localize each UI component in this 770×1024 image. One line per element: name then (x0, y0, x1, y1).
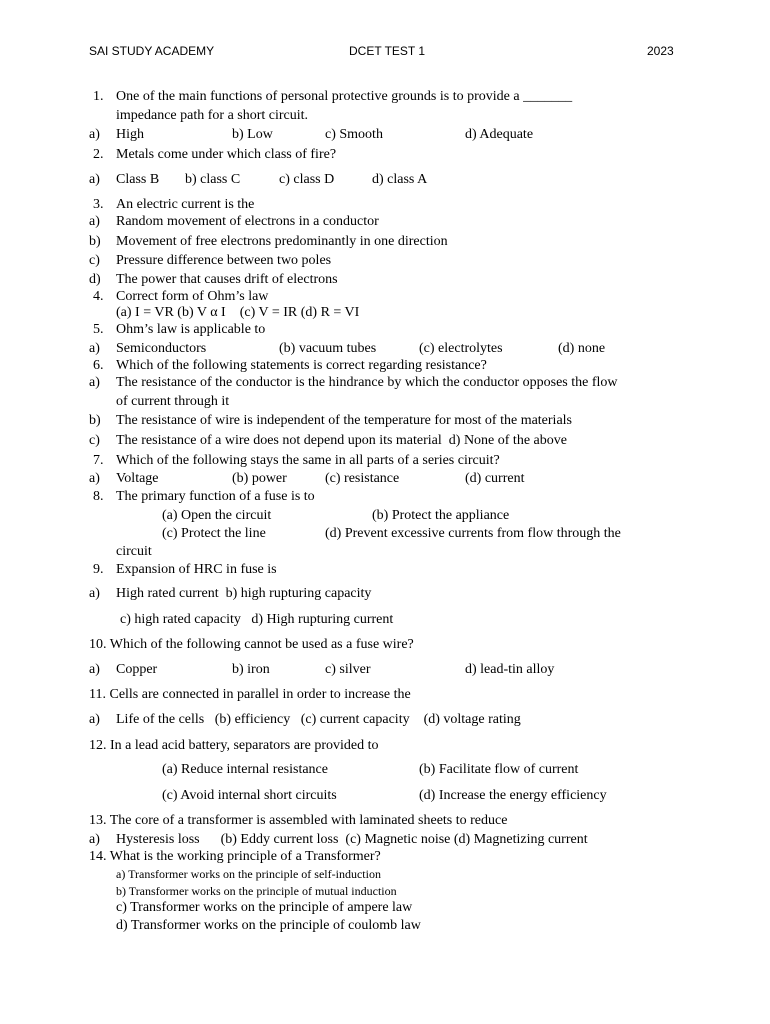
q9-options-cd: c) high rated capacity d) High rupturing current (120, 612, 394, 627)
q6-marker-b: b) (89, 413, 101, 428)
q3-marker-d: d) (89, 272, 101, 287)
q4-number: 4. (93, 289, 104, 304)
q10-option-a: Copper (116, 662, 158, 677)
q3-option-c: Pressure difference between two poles (116, 253, 332, 268)
q5-option-d: (d) none (558, 341, 606, 356)
q13-options: Hysteresis loss (b) Eddy current loss (c) Magnetic noise (d) Magnetizing current (116, 832, 588, 847)
q1-option-marker: a) (89, 127, 100, 142)
q1-option-a: High (116, 127, 144, 142)
q2-number: 2. (93, 147, 104, 162)
q4-text: Correct form of Ohm’s law (116, 289, 269, 304)
q12-text: 12. In a lead acid battery, separators are provided to (89, 738, 379, 753)
q14-option-a: a) Transformer works on the principle of self-induction (116, 867, 381, 881)
q6-option-c-d: The resistance of a wire does not depend upon its material d) None of the above (116, 433, 567, 448)
q3-marker-c: c) (89, 253, 100, 268)
q7-number: 7. (93, 453, 104, 468)
q1-text: One of the main functions of personal protective grounds is to provide a _______ (116, 89, 573, 104)
q9-options-ab: High rated current b) high rupturing capacity (116, 586, 372, 601)
q5-option-marker: a) (89, 341, 100, 356)
q2-text: Metals come under which class of fire? (116, 147, 337, 162)
q1-option-d: d) Adequate (465, 127, 534, 142)
q4-options: (a) I = VR (b) V α I (c) V = IR (d) R = VI (116, 305, 360, 320)
q6-text: Which of the following statements is correct regarding resistance? (116, 358, 487, 373)
q7-text: Which of the following stays the same in all parts of a series circuit? (116, 453, 500, 468)
q12-option-c: (c) Avoid internal short circuits (162, 788, 337, 803)
header-right: 2023 (647, 44, 674, 58)
q2-option-b: b) class C (185, 172, 241, 187)
q13-text: 13. The core of a transformer is assembled with laminated sheets to reduce (89, 813, 508, 828)
q8-option-b: (b) Protect the appliance (372, 508, 510, 523)
q11-text: 11. Cells are connected in parallel in order to increase the (89, 687, 411, 702)
q12-option-a: (a) Reduce internal resistance (162, 762, 328, 777)
q5-option-c: (c) electrolytes (419, 341, 503, 356)
q10-option-b: b) iron (232, 662, 270, 677)
q11-option-marker: a) (89, 712, 100, 727)
q14-option-b: b) Transformer works on the principle of mutual induction (116, 884, 397, 898)
q5-text: Ohm’s law is applicable to (116, 322, 266, 337)
header-left: SAI STUDY ACADEMY (89, 44, 215, 58)
q6-marker-c: c) (89, 433, 100, 448)
q14-text: 14. What is the working principle of a Transformer? (89, 849, 381, 864)
q8-option-d-cont: circuit (116, 544, 152, 559)
q10-option-c: c) silver (325, 662, 371, 677)
q1-text-cont: impedance path for a short circuit. (116, 108, 309, 123)
q3-marker-b: b) (89, 234, 101, 249)
q5-option-b: (b) vacuum tubes (279, 341, 377, 356)
q12-option-b: (b) Facilitate flow of current (419, 762, 579, 777)
q14-option-c: c) Transformer works on the principle of ampere law (116, 900, 413, 915)
q3-number: 3. (93, 197, 104, 212)
q2-option-c: c) class D (279, 172, 335, 187)
q3-option-b: Movement of free electrons predominantly in one direction (116, 234, 448, 249)
q7-option-b: (b) power (232, 471, 287, 486)
q6-option-b: The resistance of wire is independent of the temperature for most of the materials (116, 413, 572, 428)
q7-option-a: Voltage (116, 471, 159, 486)
header-center: DCET TEST 1 (349, 44, 426, 58)
q2-option-a: Class B (116, 172, 160, 187)
q5-number: 5. (93, 322, 104, 337)
q5-option-a: Semiconductors (116, 341, 207, 356)
q8-option-a: (a) Open the circuit (162, 508, 272, 523)
q6-option-a: The resistance of the conductor is the hindrance by which the conductor opposes the flow (116, 375, 618, 390)
q13-option-marker: a) (89, 832, 100, 847)
q3-option-a: Random movement of electrons in a conductor (116, 214, 379, 229)
q6-marker-a: a) (89, 375, 100, 390)
q9-text: Expansion of HRC in fuse is (116, 562, 277, 577)
q3-text: An electric current is the (116, 197, 255, 212)
q11-options: Life of the cells (b) efficiency (c) current capacity (d) voltage rating (116, 712, 521, 727)
q3-option-d: The power that causes drift of electrons (116, 272, 338, 287)
q6-number: 6. (93, 358, 104, 373)
q8-option-d: (d) Prevent excessive currents from flow through the (325, 526, 621, 541)
q6-option-a-cont: of current through it (116, 394, 230, 409)
q10-text: 10. Which of the following cannot be used as a fuse wire? (89, 637, 414, 652)
q8-number: 8. (93, 489, 104, 504)
q7-option-c: (c) resistance (325, 471, 400, 486)
q12-option-d: (d) Increase the energy efficiency (419, 788, 607, 803)
q1-option-b: b) Low (232, 127, 273, 142)
q7-option-d: (d) current (465, 471, 525, 486)
q9-number: 9. (93, 562, 104, 577)
q2-option-d: d) class A (372, 172, 428, 187)
q10-option-marker: a) (89, 662, 100, 677)
q9-option-marker: a) (89, 586, 100, 601)
q1-number: 1. (93, 89, 104, 104)
q3-marker-a: a) (89, 214, 100, 229)
q8-option-c: (c) Protect the line (162, 526, 266, 541)
q1-option-c: c) Smooth (325, 127, 383, 142)
q2-option-marker: a) (89, 172, 100, 187)
q7-option-marker: a) (89, 471, 100, 486)
q14-option-d: d) Transformer works on the principle of coulomb law (116, 918, 421, 933)
q10-option-d: d) lead-tin alloy (465, 662, 555, 677)
q8-text: The primary function of a fuse is to (116, 489, 315, 504)
